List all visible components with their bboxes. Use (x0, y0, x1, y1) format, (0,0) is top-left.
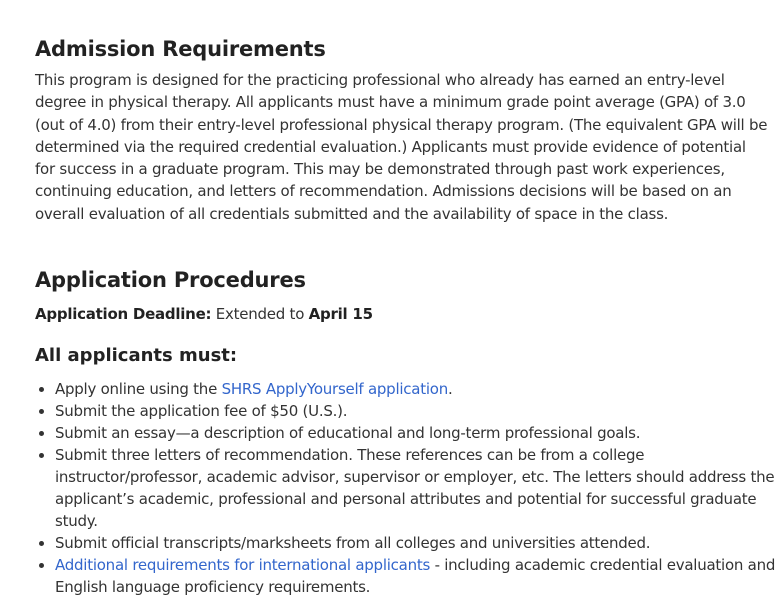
item1-text: Apply online using the (55, 380, 222, 398)
deadline-date: April 15 (308, 305, 373, 323)
application-procedures-heading: Application Procedures (35, 268, 306, 292)
list-item (55, 554, 775, 598)
deadline-label: Application Deadline: (35, 305, 212, 323)
international-requirements-link[interactable]: Additional requirements for international applicants (55, 556, 431, 574)
all-applicants-heading: All applicants must: (35, 345, 238, 366)
deadline-text: Extended to (211, 305, 309, 323)
item1-end: . (447, 380, 453, 398)
item6-text: - including academic credential evaluation and English language proficiency requirements. (55, 556, 775, 596)
admission-requirements-text: This program is designed for the practicing professional who already has earned an entry-level degree in physical therapy. All applicants must have a minimum grade point average (GPA) of 3.0 (out of 4.0) from their entry-level professional physical therapy program. (The equivalent GPA will be determined via the required credential evaluation.) Applicants must provide evidence of potential for success in a graduate program. This may be demonstrated through past work experiences, continuing education, and letters of recommendation. Admissions decisions will be based on an overall evaluation of all credentials submitted and the availability of space in the class. (35, 71, 768, 223)
shrs-applyyourself-link[interactable]: SHRS ApplyYourself application (221, 380, 448, 398)
admission-requirements-heading: Admission Requirements (35, 37, 326, 61)
list-item: • Submit an essay—a description of educational and long-term professional goals. (55, 422, 775, 444)
application-deadline (35, 303, 373, 325)
list-item: • Submit the application fee of $50 (U.S.). (55, 400, 775, 422)
list-item (55, 378, 775, 400)
list-item: • Submit official transcripts/marksheets from all colleges and universities attended. (55, 532, 775, 554)
requirements-list (35, 378, 775, 598)
list-item: • Submit three letters of recommendation. These references can be from a college instructor/professor, academic advisor, supervisor or employer, etc. The letters should address the applicant’s academic, professional and personal attributes and potential for successful graduate study. (55, 444, 775, 532)
